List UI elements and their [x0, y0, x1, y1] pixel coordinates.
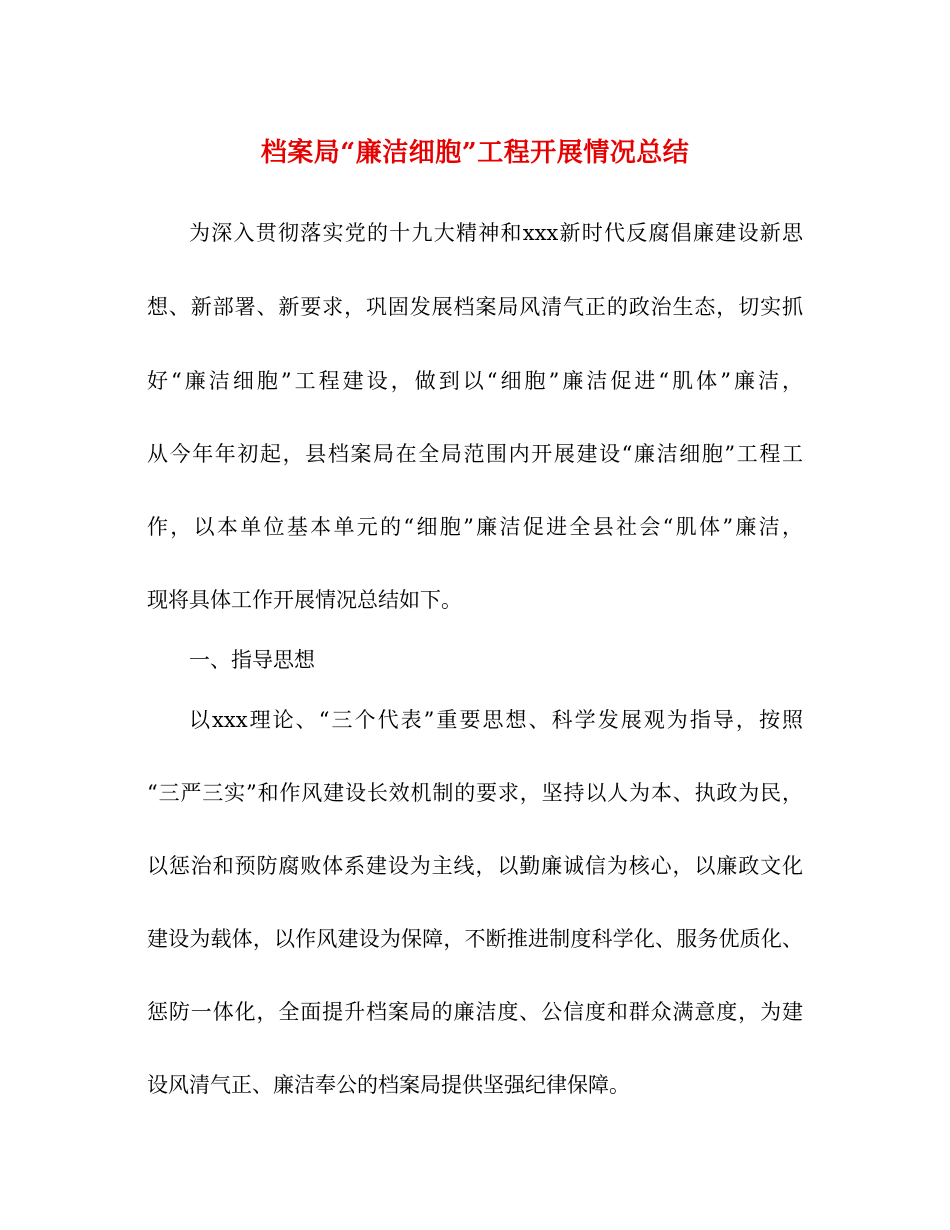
paragraph-line: 惩防一体化，全面提升档案局的廉洁度、公信度和群众满意度，为建	[147, 1000, 803, 1024]
paragraph-line: 作，以本单位基本单元的“细胞”廉洁促进全县社会“肌体”廉洁，	[147, 515, 803, 539]
paragraph-line: 以xxx理论、“三个代表”重要思想、科学发展观为指导，按照	[189, 708, 803, 732]
paragraph-line: 建设为载体，以作风建设为保障，不断推进制度科学化、服务优质化、	[147, 927, 803, 951]
paragraph-line: 设风清气正、廉洁奉公的档案局提供坚强纪律保障。	[147, 1073, 630, 1097]
section-heading: 一、指导思想	[189, 648, 315, 672]
paragraph-line: 以惩治和预防腐败体系建设为主线，以勤廉诚信为核心，以廉政文化	[147, 854, 803, 878]
paragraph-line: 从今年年初起，县档案局在全局范围内开展建设“廉洁细胞”工程工	[147, 442, 803, 466]
paragraph-line: 为深入贯彻落实党的十九大精神和xxx新时代反腐倡廉建设新思	[189, 221, 803, 245]
paragraph-line: 好“廉洁细胞”工程建设，做到以“细胞”廉洁促进“肌体”廉洁，	[147, 369, 803, 393]
paragraph-line: 想、新部署、新要求，巩固发展档案局风清气正的政治生态，切实抓	[147, 295, 803, 319]
document-title: 档案局“廉洁细胞”工程开展情况总结	[260, 138, 690, 168]
paragraph-line: 现将具体工作开展情况总结如下。	[147, 588, 462, 612]
paragraph-line: “三严三实”和作风建设长效机制的要求，坚持以人为本、执政为民，	[147, 781, 803, 805]
